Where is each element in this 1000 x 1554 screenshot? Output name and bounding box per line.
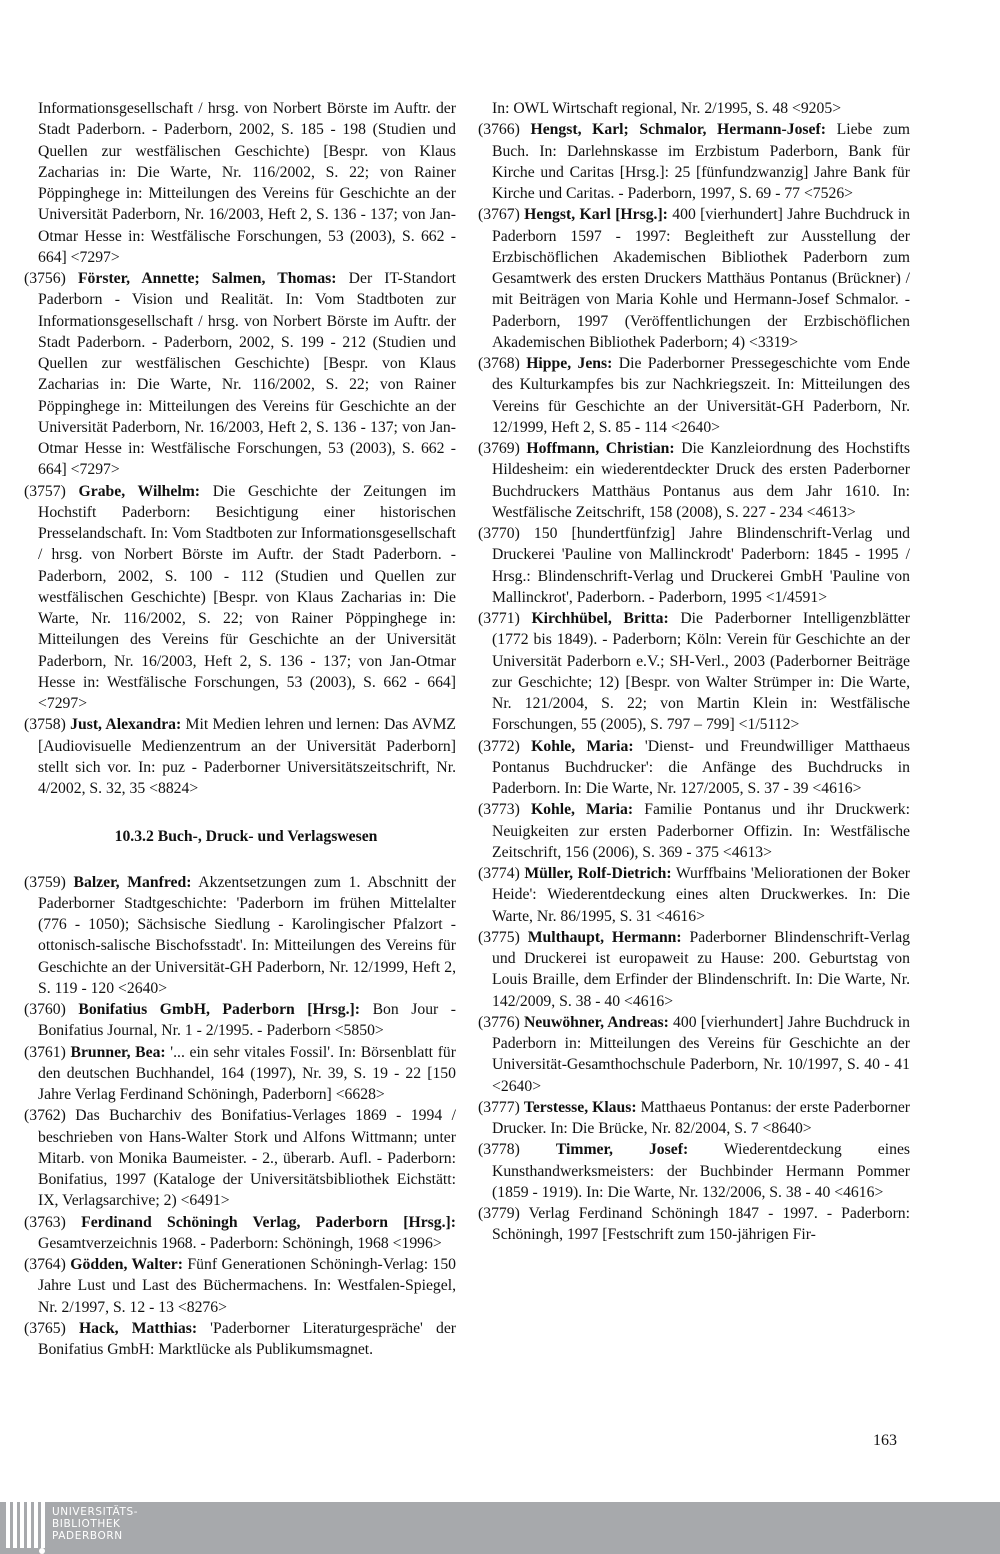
library-name bbox=[52, 1506, 138, 1542]
bibliography-entry bbox=[24, 1042, 456, 1106]
entry-text: 400 [vierhundert] Jahre Buchdruck in Paderborn in: Mitteilungen des Vereins für Geschichte an der Universität-Gesamthochschule Paderborn, Nr. 10/1997, S. 40 - 41 <2640> bbox=[492, 1013, 911, 1095]
bibliography-entry bbox=[24, 1212, 456, 1255]
bibliography-entry bbox=[478, 353, 910, 438]
entry-text: 400 [vierhundert] Jahre Buchdruck in Paderborn 1597 - 1997: Begleitheft zur Ausstellung der Erzbischöflichen Akademischen Bibliothek Paderborn zum Gesamtwerk des ersten Druckers Matthäus Pontanus (Brückner) / mit Beiträgen von Maria Kohle und Hermann-Josef Schmalor. - Paderborn, 1997 (Veröffentlichungen der Erzbischöflichen Akademischen Bibliothek Paderborn; 4) <3319> bbox=[492, 206, 911, 351]
entry-number: (3762) bbox=[24, 1107, 66, 1125]
entry-text: Das Bucharchiv des Bonifatius-Verlages 1869 - 1994 / beschrieben von Hans-Walter Stork und Alfons Wittmann; unter Mitarb. von Monika Baumeister. - 2., überarb. Aufl. - Paderborn: Bonifatius, 1997 (Kataloge der Universitätsbibliothek Eichstätt: IX, Verlagsarchive; 2) <6491> bbox=[38, 1107, 456, 1210]
entry-author: Terstesse, Klaus: bbox=[523, 1098, 637, 1116]
entry-text: Die Geschichte der Zeitungen im Hochstift Paderborn: Besichtigung einer historischen Presselandschaft. In: Vom Stadtboten zur Informationsgesellschaft / hrsg. von Norbert Börste im Auftr. der Stadt Paderborn. - Paderborn, 2002, S. 100 - 112 (Studien und Quellen zur westfälischen Geschichte) [Bespr. von Klaus Zacharias in: Die Warte, Nr. 116/2002, S. 22; von Rainer Pöppinghege in: Mitteilungen des Vereins für Geschichte an der Universität Paderborn, Nr. 16/2003, Heft 2, S. 136 - 137; von Jan-Otmar Hesse in: Westfälische Forschungen, 53 (2003), S. 662 - 664] <7297> bbox=[38, 482, 457, 712]
entry-author: Kirchhübel, Britta: bbox=[531, 610, 669, 627]
entry-number: (3777) bbox=[478, 1098, 520, 1116]
entry-continuation: In: OWL Wirtschaft regional, Nr. 2/1995, S. 48 <9205> bbox=[492, 100, 842, 117]
bibliography-entry bbox=[24, 999, 456, 1042]
page-number: 163 bbox=[873, 1432, 897, 1449]
entry-text: Paderborner Blindenschrift-Verlag und Druckerei ist europaweit zu Hause: 200. Geburtstag von Louis Braille, dem Erfinder der Blindenschrift. In: Die Warte, Nr. 142/2009, S. 38 - 40 <4616> bbox=[492, 928, 911, 1010]
bibliography-entry bbox=[24, 481, 456, 715]
bibliography-entry bbox=[478, 608, 910, 736]
left-entries bbox=[24, 268, 456, 799]
entry-author: Hack, Matthias: bbox=[78, 1319, 198, 1337]
entry-text: Wiederentdeckung eines Kunsthandwerksmeisters: der Buchbinder Hermann Pommer (1859 - 1919). In: Die Warte, Nr. 132/2006, S. 38 - 40 <4616> bbox=[492, 1141, 911, 1201]
entry-number: (3767) bbox=[478, 206, 520, 224]
entry-number: (3772) bbox=[478, 737, 520, 755]
entry-text: Akzentsetzungen zum 1. Abschnitt der Paderborner Stadtgeschichte: 'Paderborn im frühen Mittelalter (776 - 1050); Sächsische Siedlung - Karolingischer Pfalzort - ottonisch-salische Bischofsstadt'. In: Mitteilungen des Vereins für Geschichte an der Universität-GH Paderborn, Nr. 12/1999, Heft 2, S. 119 - 120 <2640> bbox=[38, 873, 456, 997]
library-logo-icon bbox=[2, 1502, 46, 1554]
entry-author: Hengst, Karl; Schmalor, Hermann-Josef: bbox=[530, 121, 826, 139]
entry-author: Timmer, Josef: bbox=[555, 1141, 689, 1159]
entry-text: Die Paderborner Intelligenzblätter (1772 bis 1849). - Paderborn; Köln: Verein für Geschichte an der Universität Paderborn e.V.; SH-Verl., 2003 (Paderborner Beiträge zur Geschichte; 12) [Bespr. von Walter Strümper in: Die Warte, Nr. 121/2004, S. 22; von Martin Klein in: Westfälische Forschungen, 55 (2005), S. 797 – 799] <1/5112> bbox=[492, 610, 910, 734]
entry-text: Die Paderborner Pressegeschichte vom Ende des Kulturkampfes bis zur Nachkriegszeit. In: Mitteilungen des Vereins für Geschichte an der Universität-GH Paderborn, Nr. 12/1999, Heft 2, S. 85 - 114 <2640> bbox=[492, 355, 910, 436]
entry-text: Fünf Generationen Schöningh-Verlag: 150 Jahre Lust und Last des Büchermachens. In: Westfalen-Spiegel, Nr. 2/1997, S. 12 - 13 <8276> bbox=[38, 1256, 457, 1316]
entry-text: Die Kanzleiordnung des Hochstifts Hildesheim: ein wiederentdeckter Druck des ersten Paderborner Buchdruckers Matthäus Pontanus aus dem Jahr 1610. In: Westfälische Zeitschrift, 158 (2008), S. 227 - 234 <4613> bbox=[492, 440, 911, 521]
bibliography-entry bbox=[478, 438, 910, 523]
entry-author: Ferdinand Schöningh Verlag, Paderborn [Hrsg.]: bbox=[81, 1213, 457, 1231]
entry-number: (3760) bbox=[24, 1001, 66, 1018]
entry-number: (3758) bbox=[24, 716, 66, 734]
bibliography-entry bbox=[24, 872, 456, 1000]
entry-number: (3756) bbox=[24, 270, 66, 287]
bibliography-entry bbox=[24, 1254, 456, 1318]
entry-text: Der IT-Standort Paderborn - Vision und Realität. In: Vom Stadtboten zur Informationsgesellschaft / hrsg. von Norbert Börste im Auftr. der Stadt Paderborn. - Paderborn, 2002, S. 199 - 212 (Studien und Quellen zur westfälischen Geschichte) [Bespr. von Klaus Zacharias in: Die Warte, Nr. 116/2002, S. 22; von Rainer Pöppinghege in: Mitteilungen des Vereins für Geschichte an der Universität Paderborn, Nr. 16/2003, Heft 2, S. 136 - 137; von Jan-Otmar Hesse in: Westfälische Forschungen, 53 (2003), S. 662 - 664] <7297> bbox=[38, 270, 457, 479]
entry-number: (3775) bbox=[478, 928, 520, 946]
right-entries bbox=[478, 119, 910, 1245]
entry-author: Grabe, Wilhelm: bbox=[78, 482, 201, 500]
bibliography-entry bbox=[478, 523, 910, 608]
entry-number: (3774) bbox=[478, 865, 520, 882]
entry-number: (3761) bbox=[24, 1043, 66, 1061]
entry-text: 'Dienst- und Freundwilliger Matthaeus Pontanus Buchdrucker': die Anfänge des Buchdrucks in Paderborn. In: Die Warte, Nr. 127/2005, S. 37 - 39 <4616> bbox=[492, 737, 911, 797]
entry-author: Hengst, Karl [Hrsg.]: bbox=[524, 206, 668, 224]
bibliography-entry bbox=[24, 268, 456, 481]
entry-text: Familie Pontanus und ihr Druckwerk: Neuigkeiten zur ersten Paderborner Offizin. In: Westfälische Zeitschrift, 156 (2006), S. 369 - 375 <4613> bbox=[492, 801, 910, 861]
entry-text: Matthaeus Pontanus: der erste Paderborner Drucker. In: Die Brücke, Nr. 82/2004, S. 7 <8640> bbox=[492, 1098, 911, 1137]
entry-number: (3771) bbox=[478, 610, 520, 627]
bibliography-entry bbox=[478, 1203, 910, 1246]
right-column bbox=[478, 98, 910, 1246]
bibliography-entry bbox=[478, 119, 910, 204]
bibliography-entry bbox=[478, 927, 910, 1012]
section-heading: 10.3.2 Buch-, Druck- und Verlagswesen bbox=[114, 828, 378, 846]
bibliography-entry bbox=[24, 1105, 456, 1211]
entry-text: Liebe zum Buch. In: Darlehnskasse im Erzbistum Paderborn, Bank für Kirche und Caritas [Hrsg.]: 25 [fünfundzwanzig] Jahre Bank für Kirche und Caritas. - Paderborn, 1997, S. 69 - 77 <7526> bbox=[492, 121, 911, 202]
library-name-line1: UNIVERSITÄTS- bbox=[52, 1506, 139, 1518]
entry-number: (3776) bbox=[478, 1013, 520, 1031]
entry-author: Balzer, Manfred: bbox=[73, 873, 192, 891]
bibliography-entry bbox=[478, 1012, 910, 1097]
entry-author: Gödden, Walter: bbox=[70, 1256, 183, 1273]
entry-number: (3764) bbox=[24, 1256, 66, 1273]
entry-number: (3763) bbox=[24, 1213, 66, 1231]
left-entries-section bbox=[24, 872, 456, 1361]
entry-text: Gesamtverzeichnis 1968. - Paderborn: Schöningh, 1968 <1996> bbox=[38, 1234, 442, 1252]
bibliography-entry bbox=[478, 1139, 910, 1203]
entry-author: Bonifatius GmbH, Paderborn [Hrsg.]: bbox=[78, 1001, 361, 1018]
entry-author: Hoffmann, Christian: bbox=[526, 440, 675, 457]
entry-author: Hippe, Jens: bbox=[526, 355, 613, 372]
bibliography-entry bbox=[24, 1318, 456, 1361]
entry-text: Mit Medien lehren und lernen: Das AVMZ [Audiovisuelle Medienzentrum an der Universität Paderborn] stellt sich vor. In: puz - Paderborner Universitätszeitschrift, Nr. 4/2002, S. 32, 35 <8824> bbox=[38, 716, 456, 797]
entry-author: Just, Alexandra: bbox=[70, 716, 182, 734]
entry-author: Kohle, Maria: bbox=[531, 737, 634, 755]
bibliography-entry bbox=[24, 714, 456, 799]
entry-author: Kohle, Maria: bbox=[530, 801, 634, 819]
library-name-line3: PADERBORN bbox=[52, 1530, 123, 1542]
entry-number: (3768) bbox=[478, 355, 520, 372]
entry-number: (3757) bbox=[24, 482, 66, 500]
entry-text: Bon Jour - Bonifatius Journal, Nr. 1 - 2/1995. - Paderborn <5850> bbox=[38, 1001, 457, 1040]
bibliography-entry bbox=[478, 863, 910, 927]
left-column bbox=[24, 98, 456, 1360]
entry-author: Brunner, Bea: bbox=[70, 1043, 166, 1061]
entry-text: '... ein sehr vitales Fossil'. In: Börsenblatt für den deutschen Buchhandel, 164 (1997), Nr. 39, S. 19 - 22 [150 Jahre Verlag Ferdinand Schöningh, Paderborn] <6628> bbox=[38, 1043, 456, 1103]
entry-author: Neuwöhner, Andreas: bbox=[523, 1013, 669, 1031]
bibliography-entry bbox=[478, 204, 910, 353]
entry-text: 'Paderborner Literaturgespräche' der Bonifatius GmbH: Marktlücke als Publikumsmagnet. bbox=[38, 1319, 457, 1358]
entry-number: (3759) bbox=[24, 873, 66, 891]
bibliography-entry bbox=[478, 799, 910, 863]
entry-number: (3766) bbox=[478, 121, 520, 139]
entry-author: Förster, Annette; Salmen, Thomas: bbox=[77, 270, 337, 287]
entry-continuation: Informationsgesellschaft / hrsg. von Norbert Börste im Auftr. der Stadt Paderborn. - Paderborn, 2002, S. 185 - 198 (Studien und Quellen zur westfälischen Geschichte) [Bespr. von Klaus Zacharias in: Die Warte, Nr. 116/2002, S. 22; von Rainer Pöppinghege in: Mitteilungen des Vereins für Geschichte an der Universität Paderborn, Nr. 16/2003, Heft 2, S. 136 - 137; von Jan-Otmar Hesse in: Westfälische Forschungen, 53 (2003), S. 662 - 664] <7297> bbox=[38, 100, 456, 266]
entry-text: Verlag Ferdinand Schöningh 1847 - 1997. - Paderborn: Schöningh, 1997 [Festschrift zum 150-jährigen Fir- bbox=[492, 1205, 911, 1244]
entry-author: Müller, Rolf-Dietrich: bbox=[524, 865, 672, 882]
bibliography-entry bbox=[478, 736, 910, 800]
library-name-line2: BIBLIOTHEK bbox=[52, 1518, 121, 1530]
entry-number: (3779) bbox=[478, 1205, 520, 1222]
entry-number: (3769) bbox=[478, 440, 520, 457]
entry-author: Multhaupt, Hermann: bbox=[527, 928, 682, 946]
bibliography-entry bbox=[478, 1097, 910, 1140]
footer-bar bbox=[0, 1502, 1000, 1554]
entry-text: Wurffbains 'Meliorationen der Boker Heide': Wiederentdeckung eines alten Druckwerkes. In: Die Warte, Nr. 86/1995, S. 31 <4616> bbox=[492, 865, 911, 925]
entry-number: (3765) bbox=[24, 1319, 66, 1337]
entry-number: (3778) bbox=[478, 1141, 520, 1159]
entry-number: (3770) bbox=[478, 525, 520, 542]
entry-text: 150 [hundertfünfzig] Jahre Blindenschrift-Verlag und Druckerei 'Pauline von Mallinckrodt' Paderborn: 1845 - 1995 / Hrsg.: Blindenschrift-Verlag und Druckerei GmbH 'Pauline von Mallinckrot', Paderborn. - Paderborn, 1995 <1/4591> bbox=[492, 525, 911, 606]
entry-number: (3773) bbox=[478, 801, 520, 819]
